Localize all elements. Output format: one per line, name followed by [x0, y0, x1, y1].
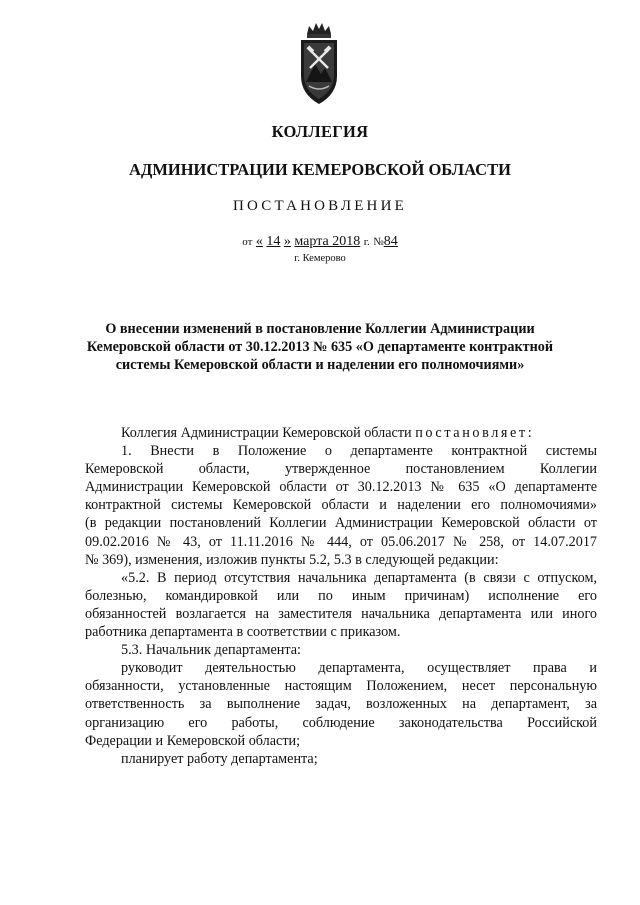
coat-of-arms-icon	[295, 20, 343, 108]
title-line: Кемеровской области от 30.12.2013 № 635 «О департаменте контрактной	[86, 339, 554, 355]
body-line: руководит деятельностью департамента, осуществляет права и	[121, 660, 597, 677]
date-year-suffix: г.	[363, 236, 370, 248]
body-line: Федерации и Кемеровской области;	[85, 732, 301, 749]
date-number-line	[0, 234, 640, 250]
title-line: системы Кемеровской области и наделении его полномочиями»	[115, 357, 525, 373]
date-quote-close: »	[283, 234, 291, 249]
body-line: Администрации Кемеровской области от 30.12.2013 № 635 «О департаменте	[85, 479, 597, 496]
title-line: О внесении изменений в постановление Коллегии Администрации	[105, 321, 535, 337]
city: г. Кемерово	[294, 253, 346, 264]
number-sign: №	[373, 236, 384, 248]
body-line: ответственность за выполнение задач, возложенных на департамент, за	[85, 696, 597, 713]
body-line: обязанностей возлагается на заместителя начальника департамента или иного	[85, 605, 597, 622]
body-line: (в редакции постановлений Коллегии Администрации Кемеровской области от	[85, 515, 597, 532]
date-prefix: от	[242, 236, 253, 248]
body-line: обязанности, установленные настоящим Положением, несет персональную	[85, 678, 597, 695]
org-title-line2: АДМИНИСТРАЦИИ КЕМЕРОВСКОЙ ОБЛАСТИ	[129, 160, 511, 179]
body-line: «5.2. В период отсутствия начальника департамента (в связи с отпуском,	[121, 569, 597, 586]
body-line: 1. Внести в Положение о департаменте контрактной системы	[121, 443, 597, 460]
body-line: планирует работу департамента;	[121, 750, 318, 767]
document-number: 84	[383, 234, 398, 249]
body-line: контрактной системы Кемеровской области и наделении его полномочиями»	[85, 497, 597, 514]
body-line: 5.3. Начальник департамента:	[121, 642, 301, 659]
body-line: болезнью, командировкой или по иным причинам) исполнение его	[85, 587, 597, 604]
date-month-year: марта 2018	[294, 234, 361, 249]
document-title	[60, 320, 580, 374]
date-day: 14	[266, 234, 281, 249]
intro-text: Коллегия Администрации Кемеровской области	[121, 425, 412, 441]
body-line: № 369), изменения, изложив пункты 5.2, 5.3 в следующей редакции:	[85, 551, 499, 568]
body-line: работника департамента в соответствии с приказом.	[85, 624, 401, 641]
body-intro	[85, 424, 597, 442]
body-line: 09.02.2016 № 43, от 11.11.2016 № 444, от 05.06.2017 № 258, от 14.07.2017	[85, 533, 597, 550]
document-type: ПОСТАНОВЛЕНИЕ	[233, 198, 407, 214]
document-body	[85, 424, 597, 768]
body-line: организацию его работы, соблюдение законодательства Российской	[85, 714, 597, 731]
body-line: Кемеровской области, утвержденное постановлением Коллегии	[85, 461, 597, 478]
date-quote-open: «	[255, 234, 263, 249]
org-title-line1: КОЛЛЕГИЯ	[271, 122, 369, 141]
intro-resolves: постановляет:	[415, 425, 535, 441]
